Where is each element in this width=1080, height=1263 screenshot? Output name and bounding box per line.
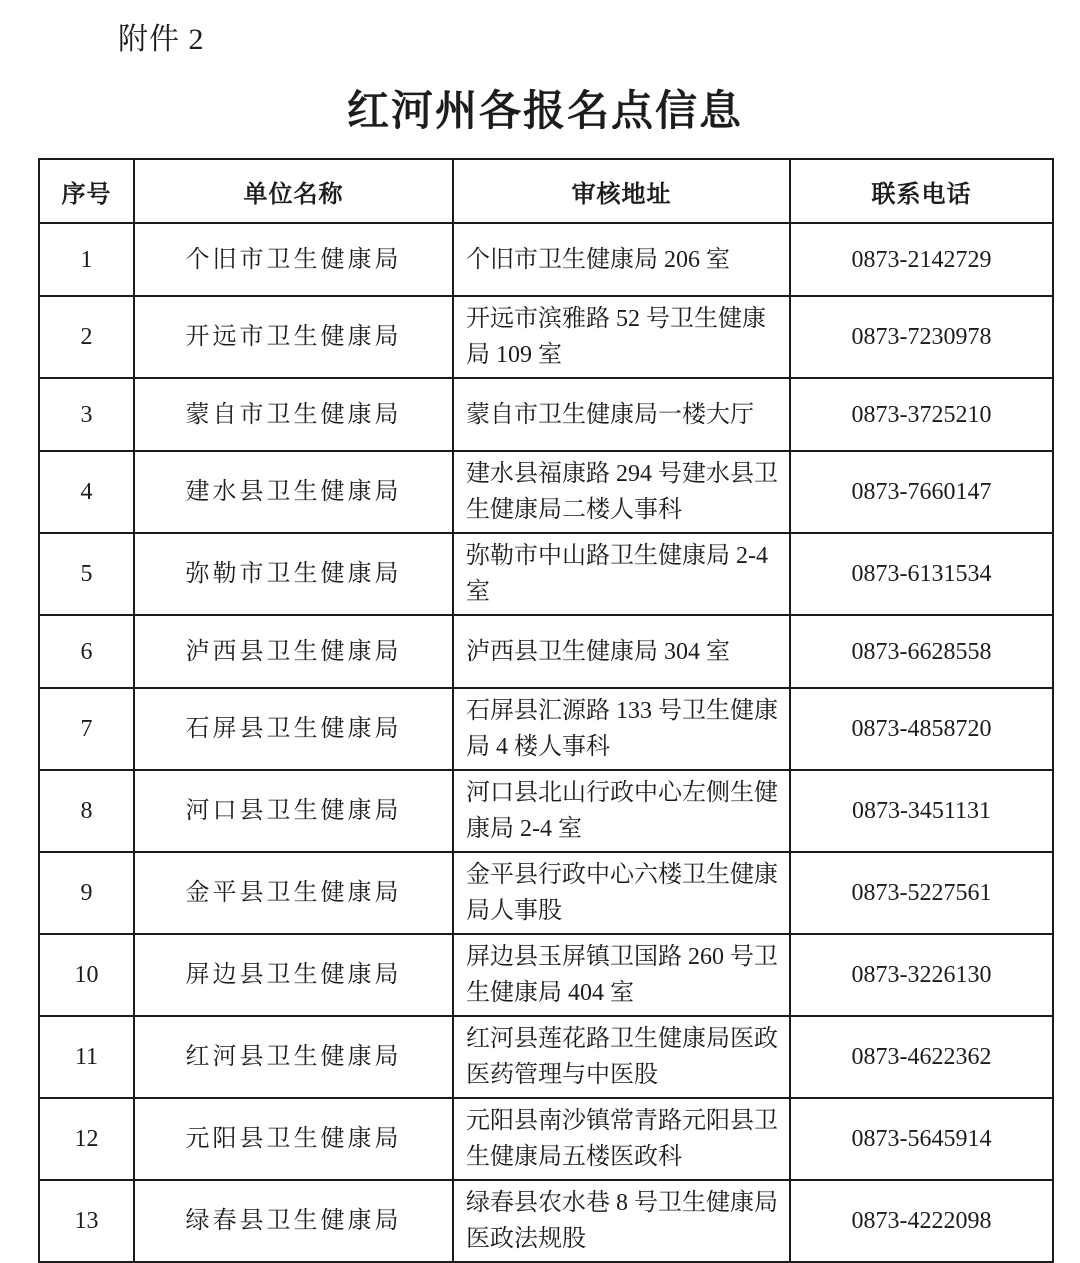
contact-phone: 0873-4858720 bbox=[790, 688, 1053, 770]
contact-phone: 0873-4222098 bbox=[790, 1180, 1053, 1262]
review-address: 屏边县玉屏镇卫国路 260 号卫生健康局 404 室 bbox=[453, 934, 790, 1016]
col-header-address: 审核地址 bbox=[453, 159, 790, 223]
contact-phone: 0873-2142729 bbox=[790, 223, 1053, 296]
row-index: 12 bbox=[39, 1098, 134, 1180]
row-index: 8 bbox=[39, 770, 134, 852]
unit-name: 红河县卫生健康局 bbox=[134, 1016, 453, 1098]
contact-phone: 0873-4622362 bbox=[790, 1016, 1053, 1098]
row-index: 6 bbox=[39, 615, 134, 688]
review-address: 泸西县卫生健康局 304 室 bbox=[453, 615, 790, 688]
contact-phone: 0873-7230978 bbox=[790, 296, 1053, 378]
row-index: 1 bbox=[39, 223, 134, 296]
unit-name: 个旧市卫生健康局 bbox=[134, 223, 453, 296]
review-address: 弥勒市中山路卫生健康局 2-4 室 bbox=[453, 533, 790, 615]
table-row bbox=[39, 223, 1053, 296]
unit-name: 绿春县卫生健康局 bbox=[134, 1180, 453, 1262]
row-index: 7 bbox=[39, 688, 134, 770]
contact-phone: 0873-3226130 bbox=[790, 934, 1053, 1016]
table-row bbox=[39, 688, 1053, 770]
row-index: 11 bbox=[39, 1016, 134, 1098]
contact-phone: 0873-6131534 bbox=[790, 533, 1053, 615]
col-header-phone: 联系电话 bbox=[790, 159, 1053, 223]
review-address: 河口县北山行政中心左侧生健康局 2-4 室 bbox=[453, 770, 790, 852]
review-address: 绿春县农水巷 8 号卫生健康局医政法规股 bbox=[453, 1180, 790, 1262]
unit-name: 屏边县卫生健康局 bbox=[134, 934, 453, 1016]
table-row bbox=[39, 451, 1053, 533]
table-row bbox=[39, 378, 1053, 451]
unit-name: 弥勒市卫生健康局 bbox=[134, 533, 453, 615]
table-row bbox=[39, 296, 1053, 378]
unit-name: 开远市卫生健康局 bbox=[134, 296, 453, 378]
table-row bbox=[39, 770, 1053, 852]
unit-name: 泸西县卫生健康局 bbox=[134, 615, 453, 688]
review-address: 金平县行政中心六楼卫生健康局人事股 bbox=[453, 852, 790, 934]
header-row bbox=[39, 159, 1053, 223]
contact-phone: 0873-3725210 bbox=[790, 378, 1053, 451]
table-row bbox=[39, 1180, 1053, 1262]
registration-points-table bbox=[38, 158, 1054, 1263]
contact-phone: 0873-5645914 bbox=[790, 1098, 1053, 1180]
row-index: 4 bbox=[39, 451, 134, 533]
contact-phone: 0873-3451131 bbox=[790, 770, 1053, 852]
review-address: 元阳县南沙镇常青路元阳县卫生健康局五楼医政科 bbox=[453, 1098, 790, 1180]
row-index: 3 bbox=[39, 378, 134, 451]
review-address: 个旧市卫生健康局 206 室 bbox=[453, 223, 790, 296]
unit-name: 河口县卫生健康局 bbox=[134, 770, 453, 852]
table-row bbox=[39, 1016, 1053, 1098]
col-header-unit: 单位名称 bbox=[134, 159, 453, 223]
col-header-no: 序号 bbox=[39, 159, 134, 223]
unit-name: 蒙自市卫生健康局 bbox=[134, 378, 453, 451]
review-address: 红河县莲花路卫生健康局医政医药管理与中医股 bbox=[453, 1016, 790, 1098]
unit-name: 元阳县卫生健康局 bbox=[134, 1098, 453, 1180]
attachment-label: 附件 2 bbox=[118, 23, 205, 56]
review-address: 石屏县汇源路 133 号卫生健康局 4 楼人事科 bbox=[453, 688, 790, 770]
unit-name: 金平县卫生健康局 bbox=[134, 852, 453, 934]
row-index: 10 bbox=[39, 934, 134, 1016]
page-title: 红河州各报名点信息 bbox=[346, 89, 743, 135]
table-row bbox=[39, 852, 1053, 934]
row-index: 5 bbox=[39, 533, 134, 615]
unit-name: 石屏县卫生健康局 bbox=[134, 688, 453, 770]
review-address: 蒙自市卫生健康局一楼大厅 bbox=[453, 378, 790, 451]
review-address: 建水县福康路 294 号建水县卫生健康局二楼人事科 bbox=[453, 451, 790, 533]
unit-name: 建水县卫生健康局 bbox=[134, 451, 453, 533]
row-index: 13 bbox=[39, 1180, 134, 1262]
table-body bbox=[39, 223, 1053, 1262]
table-row bbox=[39, 533, 1053, 615]
row-index: 9 bbox=[39, 852, 134, 934]
review-address: 开远市滨雅路 52 号卫生健康局 109 室 bbox=[453, 296, 790, 378]
row-index: 2 bbox=[39, 296, 134, 378]
contact-phone: 0873-5227561 bbox=[790, 852, 1053, 934]
table-row bbox=[39, 1098, 1053, 1180]
table-row bbox=[39, 934, 1053, 1016]
contact-phone: 0873-7660147 bbox=[790, 451, 1053, 533]
table-row bbox=[39, 615, 1053, 688]
contact-phone: 0873-6628558 bbox=[790, 615, 1053, 688]
